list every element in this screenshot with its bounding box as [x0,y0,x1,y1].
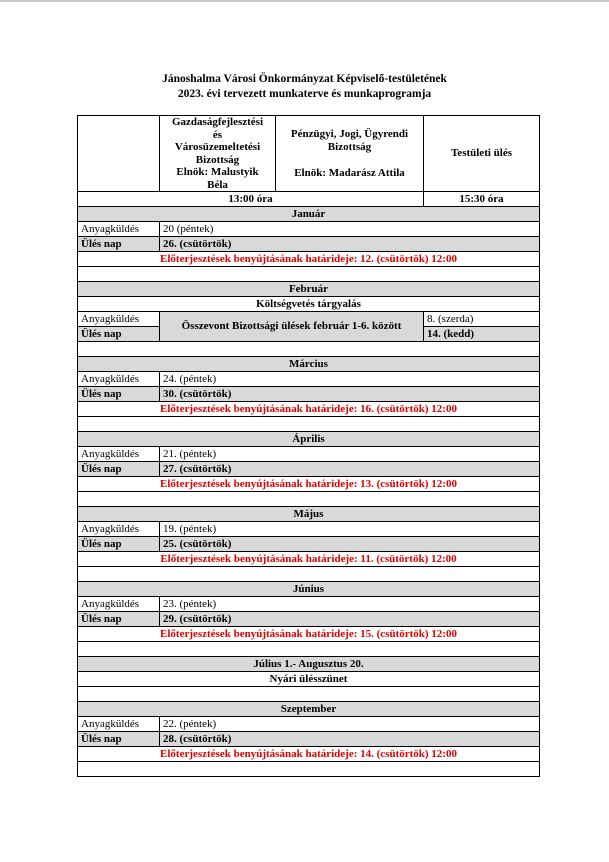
month-june: Június [78,582,540,597]
summer-break-note: Nyári ülésszünet [78,672,540,687]
work-plan-table [77,115,540,777]
blank-row [78,492,540,507]
header-line: Béla [207,178,228,191]
blank-row [78,762,540,777]
meeting-date: 28. (csütörtök) [160,732,540,747]
month-row [78,582,540,597]
blank-cell [78,762,540,777]
month-row [78,657,540,672]
table-row [78,372,540,387]
header-line: Bizottság [327,140,372,153]
table-row [78,237,540,252]
joint-committee-note: Összevont Bizottsági ülések február 1-6. között [160,312,424,342]
send-date: 8. (szerda) [424,312,540,327]
month-row [78,507,540,522]
header-line: Bizottság [195,153,240,166]
send-label: Anyagküldés [78,447,160,462]
blank-row [78,342,540,357]
meeting-label: Ülés nap [78,612,160,627]
blank-cell [78,492,540,507]
table-row [78,627,540,642]
meeting-label: Ülés nap [78,537,160,552]
blank-row [78,567,540,582]
table-row [78,222,540,237]
meeting-date: 30. (csütörtök) [160,387,540,402]
summer-period: Július 1.- Augusztus 20. [78,657,540,672]
document-title-line-2: 2023. évi tervezett munkaterve és munkaprogramja [177,88,432,100]
meeting-date: 25. (csütörtök) [160,537,540,552]
meeting-label: Ülés nap [78,732,160,747]
month-row [78,432,540,447]
document-title-line-1: Jánoshalma Városi Önkormányzat Képviselő-testületének [162,73,447,85]
header-line: Városüzemeltetési [174,141,261,153]
table-row [78,732,540,747]
send-label: Anyagküldés [78,222,160,237]
blank-cell [78,567,540,582]
month-january: Január [78,207,540,222]
send-label: Anyagküldés [78,312,160,327]
council-time: 15:30 óra [424,192,540,207]
deadline-text: Előterjesztések benyújtásának határideje: 14. (csütörtök) 12:00 [78,747,540,762]
finance-committee-header [276,116,424,192]
table-row [78,717,540,732]
send-label: Anyagküldés [78,597,160,612]
meeting-date: 26. (csütörtök) [160,237,540,252]
meeting-label: Ülés nap [78,327,160,342]
month-row [78,282,540,297]
send-date: 24. (péntek) [160,372,540,387]
send-date: 22. (péntek) [160,717,540,732]
table-row [78,312,540,327]
month-march: Március [78,357,540,372]
meeting-label: Ülés nap [78,387,160,402]
header-line: Elnök: Madarász Attila [294,166,405,179]
header-line: Gazdaságfejlesztési [171,116,264,128]
send-label: Anyagküldés [78,522,160,537]
send-date: 20 (péntek) [160,222,540,237]
send-date: 23. (péntek) [160,597,540,612]
committee-time: 13:00 óra [78,192,424,207]
table-row [78,297,540,312]
header-row [78,116,540,192]
deadline-text: Előterjesztések benyújtásának határideje: 11. (csütörtök) 12:00 [78,552,540,567]
time-row [78,192,540,207]
table-row [78,252,540,267]
table-row [78,477,540,492]
deadline-text: Előterjesztések benyújtásának határideje: 16. (csütörtök) 12:00 [78,402,540,417]
month-row [78,357,540,372]
meeting-date: 29. (csütörtök) [160,612,540,627]
meeting-date: 27. (csütörtök) [160,462,540,477]
table-row [78,537,540,552]
header-line: Elnök: Malustyik [176,166,259,178]
meeting-date: 14. (kedd) [424,327,540,342]
month-april: Április [78,432,540,447]
send-date: 21. (péntek) [160,447,540,462]
table-row [78,522,540,537]
table-row [78,672,540,687]
blank-cell [78,687,540,702]
meeting-label: Ülés nap [78,462,160,477]
table-row [78,387,540,402]
economic-committee-header [160,116,276,192]
header-line: és [212,128,223,141]
council-meeting-header: Testületi ülés [424,116,540,192]
send-label: Anyagküldés [78,372,160,387]
send-label: Anyagküldés [78,717,160,732]
meeting-label: Ülés nap [78,237,160,252]
header-line: Pénzügyi, Jogi, Ügyrendi [290,127,409,140]
deadline-text: Előterjesztések benyújtásának határideje: 13. (csütörtök) 12:00 [78,477,540,492]
blank-cell [78,417,540,432]
blank-row [78,687,540,702]
month-september: Szeptember [78,702,540,717]
budget-topic: Költségvetés tárgyalás [78,297,540,312]
month-february: Február [78,282,540,297]
header-spacer [279,154,420,167]
month-may: Május [78,507,540,522]
deadline-text: Előterjesztések benyújtásának határideje: 12. (csütörtök) 12:00 [78,252,540,267]
table-row [78,462,540,477]
deadline-text: Előterjesztések benyújtásának határideje: 15. (csütörtök) 12:00 [78,627,540,642]
table-row [78,747,540,762]
header-empty-cell [78,116,160,192]
blank-cell [78,642,540,657]
blank-row [78,417,540,432]
blank-row [78,267,540,282]
blank-row [78,642,540,657]
table-row [78,552,540,567]
table-row [78,612,540,627]
send-date: 19. (péntek) [160,522,540,537]
blank-cell [78,267,540,282]
top-rule [0,0,609,2]
table-row [78,597,540,612]
table-row [78,447,540,462]
blank-cell [78,342,540,357]
table-row [78,402,540,417]
month-row [78,207,540,222]
month-row [78,702,540,717]
